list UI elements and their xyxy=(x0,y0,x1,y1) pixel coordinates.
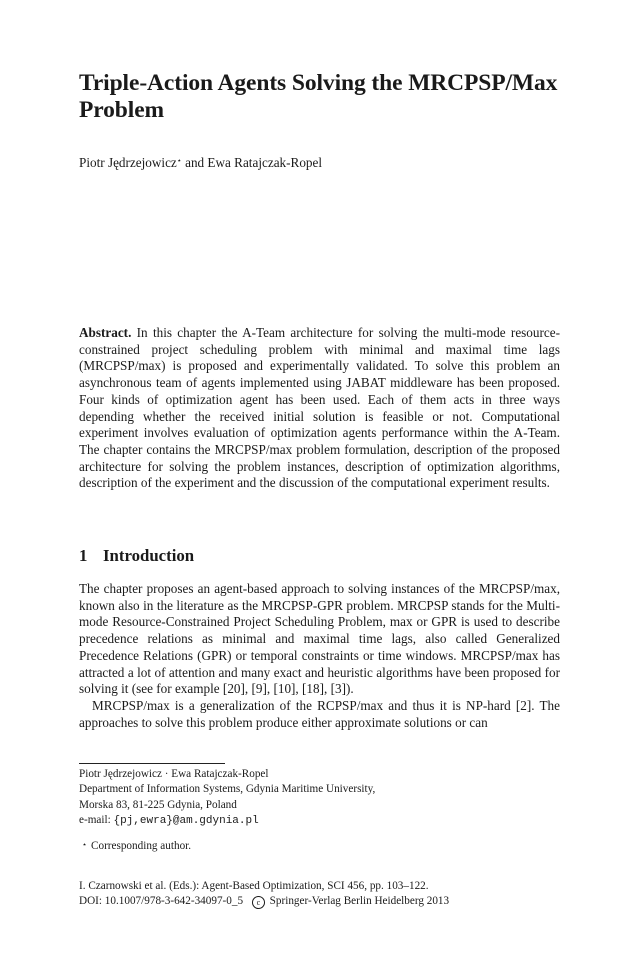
corresponding-marker: ⋆ xyxy=(176,156,182,165)
email-address: {pj,ewra}@am.gdynia.pl xyxy=(113,814,259,827)
section-number: 1 xyxy=(79,546,88,565)
abstract xyxy=(79,325,560,492)
copyright-icon: c xyxy=(252,896,265,909)
affiliation-address: Morska 83, 81-225 Gdynia, Poland xyxy=(79,798,237,811)
abstract-label: Abstract. xyxy=(79,325,132,340)
corresponding-note-text: Corresponding author. xyxy=(91,840,192,852)
paper-title: Triple-Action Agents Solving the MRCPSP/Max Problem xyxy=(79,70,558,123)
section-heading xyxy=(79,546,194,566)
corresponding-author-note xyxy=(82,838,191,853)
author-rest: and Ewa Ratajczak-Ropel xyxy=(181,155,323,170)
affiliation-department: Department of Information Systems, Gdynia Maritime University, xyxy=(79,783,376,796)
affiliation-names: Piotr Jędrzejowicz · Ewa Ratajczak-Ropel xyxy=(79,768,269,780)
publication-info xyxy=(79,879,449,910)
author-line xyxy=(79,152,322,172)
publication-citation: I. Czarnowski et al. (Eds.): Agent-Based Optimization, SCI 456, pp. 103–122. xyxy=(79,880,429,892)
affiliation-block xyxy=(79,767,560,829)
introduction-body xyxy=(79,581,560,731)
abstract-text: In this chapter the A-Team architecture for solving the multi-mode resource-constrained project scheduling problem with minimal and maximal time lags (MRCPSP/max) is proposed and experimentally validated. To solve this problem an asynchronous team of agents implemented using JABAT middleware has been proposed. Four kinds of optimization agent has been used. Each of them acts in three ways depending whether the received initial solution is feasible or not. Computational experiment involves evaluation of optimization agents performance within the A-Team. The chapter contains the MRCPSP/max problem formulation, description of the proposed architecture for solving the problem instances, description of optimization algorithms, description of the experiment and the discussion of the computational experiment results. xyxy=(79,325,560,491)
email-label: e-mail: xyxy=(79,813,114,826)
footnote-divider xyxy=(79,763,225,764)
section-title: Introduction xyxy=(103,546,195,565)
publisher: Springer-Verlag Berlin Heidelberg 2013 xyxy=(269,895,450,908)
doi: DOI: 10.1007/978-3-642-34097-0_5 xyxy=(79,895,244,908)
author-first: Piotr Jędrzejowicz xyxy=(79,155,177,170)
affiliation-email-line xyxy=(79,813,560,829)
intro-paragraph: The chapter proposes an agent-based approach to solving instances of the MRCPSP/max, known also in the literature as the MRCPSP-GPR problem. MRCPSP stands for the Multi-mode Resource-Constrained Project Scheduling Problem, max or GPR is used to describe precedence relations as minimal and maximal time lags, also called Generalized Precedence Relations (GPR) or temporal constraints or time windows. MRCPSP/max has attracted a lot of attention and many exact and heuristic algorithms have been proposed for solving it (see for example [20], [9], [10], [18], [3]). xyxy=(79,581,560,697)
corresponding-note-marker: ⋆ xyxy=(82,840,88,849)
publication-doi-line xyxy=(79,894,449,909)
intro-paragraph: MRCPSP/max is a generalization of the RCPSP/max and thus it is NP-hard [2]. The approaches to solve this problem produce either approximate solutions or can xyxy=(79,697,560,730)
